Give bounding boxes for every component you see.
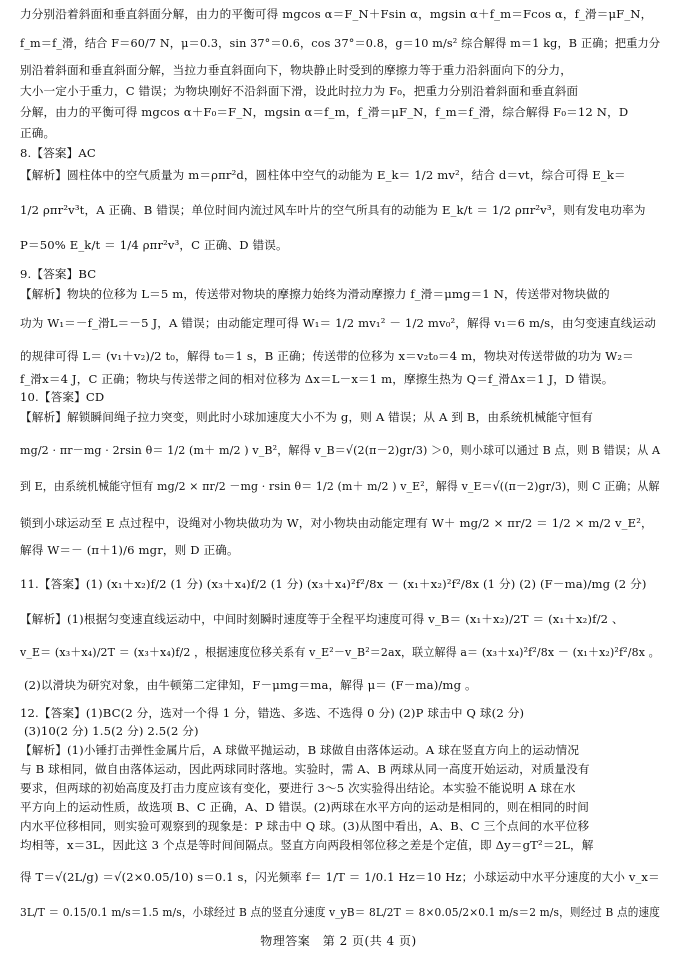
q11-answer: 11.【答案】(1) (x₁＋x₂)f/2 (1 分) (x₃＋x₄)f/2 (1 分) (x₃＋x₄)²f²/8x － (x₁＋x₂)²f²/8x (1 分) (2) (F－ma)/mg (2 分) xyxy=(20,577,647,591)
text-line-5: 分解，由力的平衡可得 mgcos α＋F₀＝F_N，mgsin α＝f_m，f_滑＝μF_N，f_m＝f_滑，综合解得 F₀＝12 N，D xyxy=(20,105,629,119)
q12-analysis-4: 平方向上的运动性质，故选项 B、C 正确，A、D 错误。(2)两球在水平方向的运动是相同的，则在相同的时间 xyxy=(20,800,590,814)
text-line-4: 大小一定小于重力，C 错误；为物块刚好不沿斜面下滑，设此时拉力为 F₀，把重力分别沿着斜面和垂直斜面 xyxy=(20,84,579,98)
q9-analysis-1: 【解析】物块的位移为 L＝5 m，传送带对物块的摩擦力始终为滑动摩擦力 f_滑＝μmg＝1 N，传送带对物块做的 xyxy=(20,287,610,301)
q12-analysis-3: 要求，但两球的初始高度及打击力度应该有变化，要进行 3～5 次实验得出结论。本实验不能说明 A 球在水 xyxy=(20,781,576,795)
q8-answer: 8.【答案】AC xyxy=(20,146,96,160)
q8-analysis-3: P＝50% E_k/t ＝ 1/4 ρπr²v³，C 正确、D 错误。 xyxy=(20,238,288,252)
q12-answer-2: (3)10(2 分) 1.5(2 分) 2.5(2 分) xyxy=(24,724,199,738)
q9-analysis-3: 的规律可得 L＝ (v₁＋v₂)/2 t₀，解得 t₀＝1 s，B 正确；传送带的位移为 x＝v₂t₀＝4 m，物块对传送带做的功为 W₂＝ xyxy=(20,349,634,363)
q12-analysis-8: 3L/T ＝ 0.15/0.1 m/s＝1.5 m/s，小球经过 B 点的竖直分速度 v_yB＝ 8L/2T ＝ 8×0.05/2×0.1 m/s＝2 m/s，则经过 B 点的速度 xyxy=(20,905,660,919)
q9-analysis-4: f_滑x＝4 J，C 正确；物块与传送带之间的相对位移为 Δx＝L－x＝1 m，摩擦生热为 Q＝f_滑Δx＝1 J，D 错误。 xyxy=(20,372,614,386)
q12-analysis-6: 均相等，x＝3L，因此这 3 个点是等时间间隔点。竖直方向两段相邻位移之差是个定值，即 Δy＝gT²＝2L，解 xyxy=(20,838,594,852)
q11-analysis-1: 【解析】(1)根据匀变速直线运动中，中间时刻瞬时速度等于全程平均速度可得 v_B＝ (x₁＋x₂)/2T ＝ (x₁＋x₂)f/2 、 xyxy=(20,612,624,626)
q10-analysis-3: 到 E，由系统机械能守恒有 mg/2 × πr/2 －mg · rsin θ＝ 1/2 (m＋ m/2 ) v_E²，解得 v_E＝√((π－2)gr/3)，则 C 正确；从解 xyxy=(20,479,660,493)
q8-analysis-1: 【解析】圆柱体中的空气质量为 m＝ρπr²d，圆柱体中空气的动能为 E_k＝ 1/2 mv²，结合 d＝vt，综合可得 E_k＝ xyxy=(20,168,626,182)
text-line-1: 力分别沿着斜面和垂直斜面分解，由力的平衡可得 mgcos α＝F_N＋Fsin α，mgsin α＋f_m＝Fcos α，f_滑＝μF_N， xyxy=(20,7,653,21)
text-line-3: 别沿着斜面和垂直斜面分解，当拉力垂直斜面向下，物块静止时受到的摩擦力等于重力沿斜面向下的分力， xyxy=(20,63,572,77)
q9-answer: 9.【答案】BC xyxy=(20,267,97,281)
q9-analysis-2: 功为 W₁＝－f_滑L＝－5 J，A 错误；由动能定理可得 W₁＝ 1/2 mv₁² － 1/2 mv₀²，解得 v₁＝6 m/s，由匀变速直线运动 xyxy=(20,316,656,330)
text-line-2: f_m＝f_滑，结合 F＝60/7 N，μ＝0.3，sin 37°＝0.6，cos 37°＝0.8，g＝10 m/s² 综合解得 m＝1 kg，B 正确；把重力分 xyxy=(20,36,661,50)
q12-analysis-2: 与 B 球相同，做自由落体运动，因此两球同时落地。实验时，需 A、B 两球从同一高度开始运动，对质量没有 xyxy=(20,762,590,776)
q11-analysis-3: (2)以滑块为研究对象，由牛顿第二定律知，F－μmg＝ma，解得 μ＝ (F－ma)/mg 。 xyxy=(24,678,477,692)
q10-analysis-1: 【解析】解锁瞬间绳子拉力突变，则此时小球加速度大小不为 g，则 A 错误；从 A 到 B，由系统机械能守恒有 xyxy=(20,410,594,424)
q10-answer: 10.【答案】CD xyxy=(20,390,105,404)
q10-analysis-2: mg/2 · πr－mg · 2rsin θ＝ 1/2 (m＋ m/2 ) v_B²，解得 v_B＝√(2(π－2)gr/3) ＞0，则小球可以通过 B 点，则 B 错误；从 A xyxy=(20,443,661,457)
text-line-6: 正确。 xyxy=(20,126,56,140)
q11-analysis-2: v_E＝ (x₃＋x₄)/2T ＝ (x₃＋x₄)f/2 ，根据速度位移关系有 v_E²－v_B²＝2ax，联立解得 a＝ (x₃＋x₄)²f²/8x － (x₁＋x₂)²f²/8x 。 xyxy=(20,645,660,659)
q12-analysis-5: 内水平位移相同，则实验可观察到的现象是：P 球击中 Q 球。(3)从图中看出，A、B、C 三个点间的水平位移 xyxy=(20,819,590,833)
q10-analysis-4: 锁到小球运动至 E 点过程中，设绳对小物块做功为 W，对小物块由动能定理有 W＋ mg/2 × πr/2 ＝ 1/2 × m/2 v_E²， xyxy=(20,516,653,530)
q12-analysis-7: 得 T＝√(2L/g) ＝√(2×0.05/10) s＝0.1 s，闪光频率 f＝ 1/T ＝ 1/0.1 Hz＝10 Hz；小球运动中水平分速度的大小 v_x＝ xyxy=(20,870,660,884)
q12-answer: 12.【答案】(1)BC(2 分，选对一个得 1 分，错选、多选、不选得 0 分) (2)P 球击中 Q 球(2 分) xyxy=(20,706,525,720)
q8-analysis-2: 1/2 ρπr²v³t，A 正确、B 错误；单位时间内流过风车叶片的空气所具有的动能为 E_k/t ＝ 1/2 ρπr²v³，则有发电功率为 xyxy=(20,203,646,217)
q12-analysis-1: 【解析】(1)小锤打击弹性金属片后，A 球做平抛运动，B 球做自由落体运动。A 球在竖直方向上的运动情况 xyxy=(20,743,580,757)
page-footer: 物理答案 第 2 页(共 4 页) xyxy=(260,934,417,948)
q10-analysis-5: 解得 W＝－ (π＋1)/6 mgr，则 D 正确。 xyxy=(20,543,239,557)
